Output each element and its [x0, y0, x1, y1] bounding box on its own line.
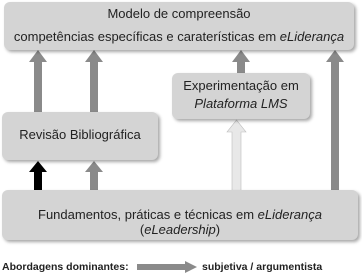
experimentation-title: Experimentação em [183, 78, 299, 93]
foundations-box [2, 190, 358, 240]
arrow-review-to-top-1 [29, 50, 47, 113]
arrow-bottom-to-exp [227, 120, 246, 192]
legend-result: subjetiva / argumentista [202, 261, 323, 273]
foundations-label: Fundamentos, práticas e técnicas em eLiderança (eLeadership) [38, 207, 322, 237]
arrow-bottom-to-review-gray [85, 161, 103, 192]
experimentation-box [172, 73, 310, 119]
understanding-model-box [4, 2, 354, 50]
legend-label: Abordagens dominantes: [2, 261, 129, 273]
arrow-review-to-top-2 [85, 50, 103, 113]
legend-arrow [137, 261, 197, 273]
experimentation-platform: Plataforma LMS [194, 96, 288, 111]
arrow-bottom-to-review-black [29, 161, 47, 192]
arrow-bottom-to-top-right [326, 50, 344, 192]
arrow-exp-to-top [232, 50, 250, 74]
literature-review-label: Revisão Bibliográfica [19, 127, 141, 142]
top-box-title: Modelo de compreensão [107, 6, 251, 21]
literature-review-box [2, 112, 158, 160]
top-box-subtitle: competências específicas e caraterísticas em eLiderança [13, 29, 345, 44]
